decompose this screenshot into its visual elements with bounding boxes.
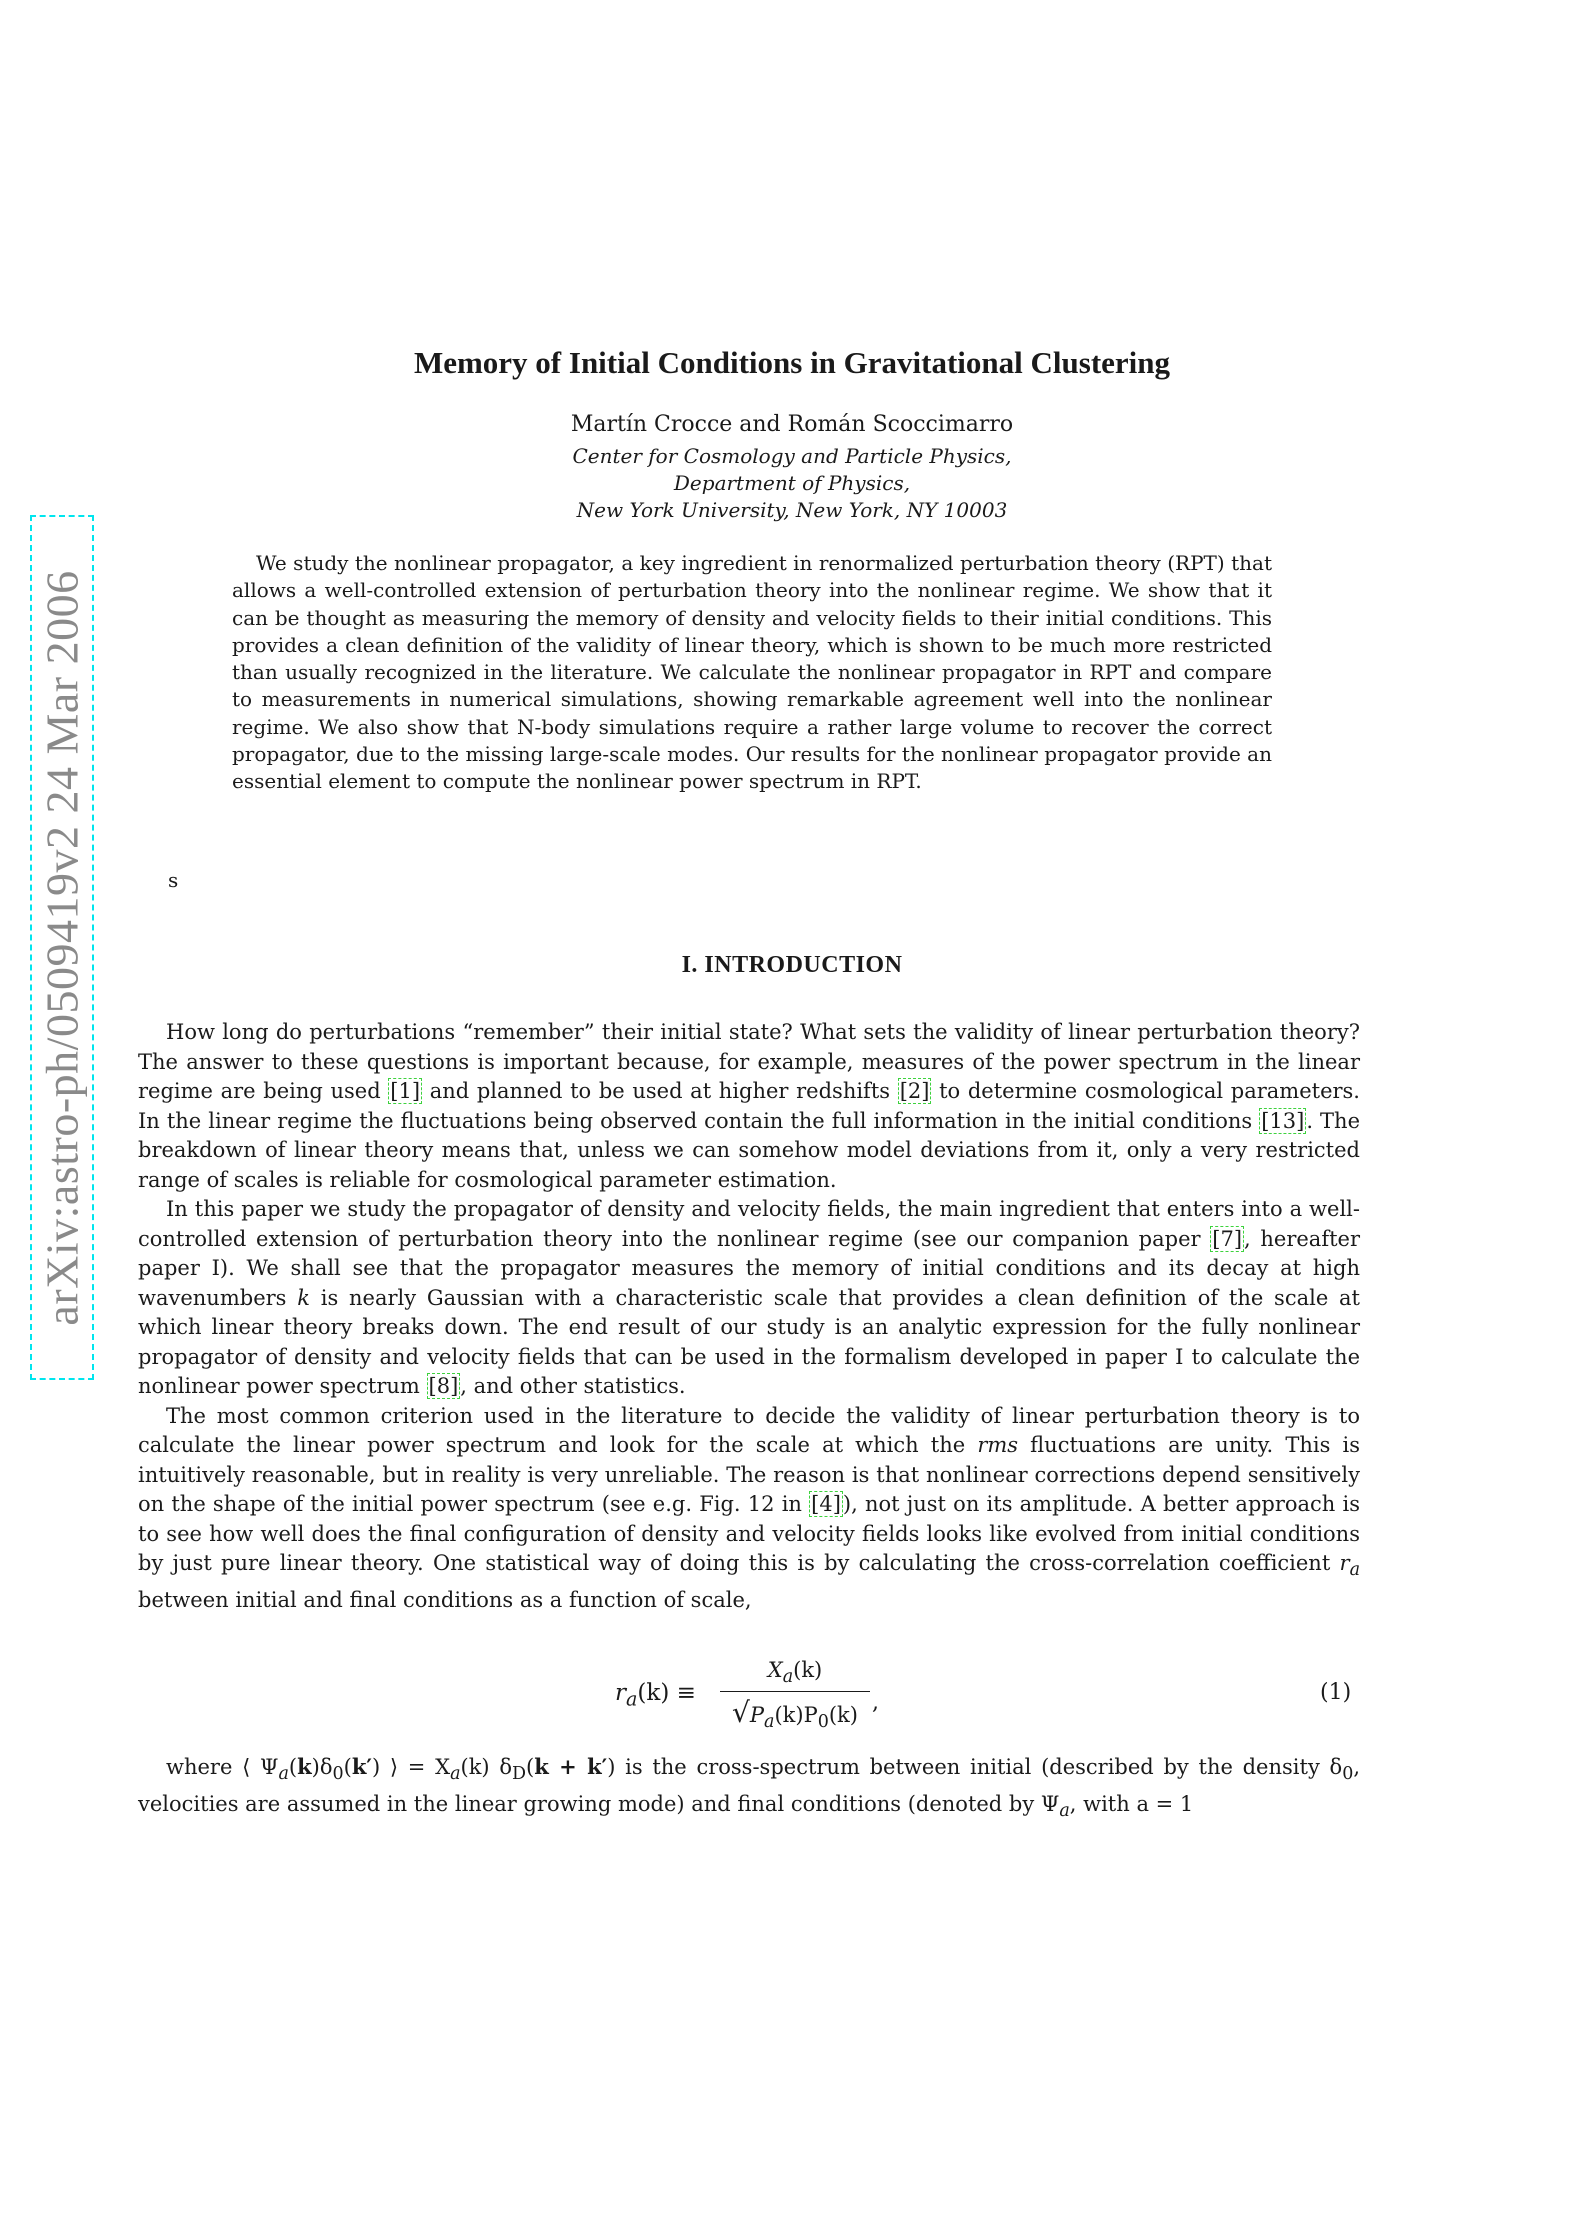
text-run: , hereafter paper I). We shall see that the propagator measures the memory of initial conditions and its decay at high wavenumbers bbox=[138, 1226, 1361, 1310]
affiliation-line: New York University, New York, NY 10003 bbox=[576, 498, 1008, 522]
math-subscript: 0 bbox=[1342, 1764, 1354, 1785]
text-run: The most common criterion used in the literature to decide the validity of linear perturbation theory is to calculate the linear power spectrum and look for the scale at which the bbox=[138, 1403, 1360, 1457]
math-text: )δ bbox=[311, 1755, 333, 1779]
math-subscript: 0 bbox=[817, 1712, 829, 1733]
math-variable: P bbox=[749, 1703, 765, 1728]
text-run: . The breakdown of linear theory means that, unless we can somehow model deviations from it, only a very restricted range of scales is reliable for cosmological parameter estimation. bbox=[138, 1108, 1361, 1192]
math-subscript: a bbox=[450, 1764, 461, 1785]
section-heading-introduction: I. INTRODUCTION bbox=[681, 952, 903, 978]
math-subscript: 0 bbox=[332, 1764, 344, 1785]
paper-authors: Martín Crocce and Román Scoccimarro bbox=[570, 412, 1014, 437]
math-subscript: a bbox=[782, 1667, 794, 1688]
text-run: is nearly Gaussian with a characteristic scale that provides a clean definition of the scale at which linear theory breaks down. The end result of our study is an analytic expression for the fully nonlinear propagator of density and velocity fields that can be used in the formalism developed in paper I to calculate the nonlinear power spectrum bbox=[138, 1285, 1360, 1398]
citation-link[interactable]: [8] bbox=[428, 1374, 459, 1398]
fraction-numerator bbox=[720, 1658, 870, 1691]
math-subscript: D bbox=[512, 1764, 527, 1785]
math-variable: X bbox=[767, 1658, 783, 1682]
equation-lhs bbox=[615, 1680, 696, 1711]
equation-fraction bbox=[720, 1658, 870, 1732]
text-run: between initial and final conditions as a function of scale, bbox=[138, 1587, 752, 1612]
fraction-denominator bbox=[720, 1691, 870, 1732]
arxiv-identifier: arXiv:astro-ph/0509419v2 24 Mar 2006 bbox=[36, 569, 88, 1326]
math-text: ( bbox=[526, 1755, 535, 1779]
affiliation-line: Department of Physics, bbox=[673, 471, 911, 495]
text-run: In this paper we study the propagator of density and velocity fields, the main ingredient that enters into a well-controlled extension of perturbation theory into the nonlinear regime (see our companion paper bbox=[138, 1197, 1360, 1251]
text-run: How long do perturbations “remember” their initial state? What sets the validity of linear perturbation theory? The answer to these questions is important because, for example, measures of the power spectrum in the linear regime are being used bbox=[138, 1020, 1360, 1103]
equation-comma: , bbox=[872, 1690, 879, 1715]
text-run: where ⟨ Ψ bbox=[166, 1755, 279, 1779]
text-run: ), not just on its amplitude. A better approach is to see how well does the final configuration of density and velocity fields looks like evolved from initial conditions by just pure linear theory. One statistical way of doing this is by calculating the cross-correlation coefficient bbox=[138, 1492, 1361, 1575]
math-text: ( bbox=[343, 1755, 352, 1779]
affiliation-line: Center for Cosmology and Particle Physics, bbox=[572, 444, 1012, 468]
math-text: (k) bbox=[793, 1658, 823, 1682]
text-run: to determine cosmological parameters. In the linear regime the fluctuations being observed contain the full information in the initial conditions bbox=[138, 1079, 1360, 1133]
sqrt-symbol: √ bbox=[732, 1696, 750, 1730]
arxiv-identifier-box bbox=[30, 515, 94, 1380]
stray-mark: s bbox=[168, 868, 179, 892]
math-vector: k bbox=[297, 1754, 312, 1779]
math-text: (k) bbox=[828, 1703, 858, 1728]
equation-1 bbox=[0, 1658, 1584, 1734]
text-run: and planned to be used at higher redshifts bbox=[422, 1079, 898, 1103]
introduction-body bbox=[138, 1018, 1360, 1615]
math-subscript: a bbox=[626, 1687, 638, 1711]
author-affiliation bbox=[0, 443, 1584, 524]
paragraph bbox=[138, 1402, 1360, 1616]
math-vector: k′ bbox=[351, 1754, 372, 1779]
text-run: fluctuations are unity. This is intuitively reasonable, but in reality is very unreliable. The reason is that nonlinear corrections depend sensitively on the shape of the initial power spectrum (see e.g. Fig. 12 in bbox=[138, 1433, 1361, 1516]
text-run: ) is the cross-spectrum between initial (described by the density δ bbox=[607, 1755, 1343, 1779]
citation-link[interactable]: [7] bbox=[1212, 1226, 1243, 1251]
text-run: , velocities are assumed in the linear growing mode) and final conditions (denoted by Ψ bbox=[138, 1755, 1361, 1816]
emphasis: rms bbox=[977, 1433, 1019, 1457]
math-variable: r bbox=[1339, 1551, 1350, 1575]
math-text: (k) ≡ bbox=[637, 1680, 696, 1706]
math-subscript: a bbox=[278, 1764, 289, 1785]
equation-number: (1) bbox=[1320, 1680, 1352, 1705]
math-subscript: a bbox=[1349, 1560, 1360, 1581]
math-text: (k) δ bbox=[460, 1755, 512, 1779]
math-text: ( bbox=[288, 1755, 298, 1779]
citation-link[interactable]: [2] bbox=[899, 1079, 930, 1103]
citation-link[interactable]: [4] bbox=[811, 1492, 841, 1516]
text-run: , and other statistics. bbox=[460, 1374, 686, 1398]
abstract: We study the nonlinear propagator, a key ingredient in renormalized perturbation theory (RPT) that allows a well-controlled extension of perturbation theory into the nonlinear regime. We show that it can be thought as measuring the memory of density and velocity fields to their initial conditions. This provides a clean definition of the validity of linear theory, which is shown to be much more restricted than usually recognized in the literature. We calculate the nonlinear propagator in RPT and compare to measurements in numerical simulations, showing remarkable agreement well into the nonlinear regime. We also show that N-body simulations require a rather large volume to recover the correct propagator, due to the missing large-scale modes. Our results for the nonlinear propagator provide an essential element to compute the nonlinear power spectrum in RPT. bbox=[232, 551, 1272, 794]
math-subscript: a bbox=[1059, 1800, 1070, 1821]
paragraph-after-equation bbox=[138, 1752, 1360, 1826]
math-vector: k + k′ bbox=[534, 1754, 608, 1779]
math-text: (k)P bbox=[774, 1703, 818, 1728]
citation-link[interactable]: [13] bbox=[1261, 1108, 1305, 1133]
math-variable: k bbox=[297, 1285, 310, 1310]
math-variable: r bbox=[615, 1680, 626, 1706]
paragraph bbox=[138, 1018, 1360, 1195]
paper-title: Memory of Initial Conditions in Gravitational Clustering bbox=[413, 345, 1171, 380]
paragraph bbox=[138, 1195, 1360, 1402]
citation-link[interactable]: [1] bbox=[390, 1079, 421, 1103]
math-subscript: a bbox=[764, 1712, 775, 1733]
math-text: ) ⟩ = X bbox=[371, 1755, 451, 1779]
text-run: , with a = 1 bbox=[1069, 1791, 1194, 1816]
